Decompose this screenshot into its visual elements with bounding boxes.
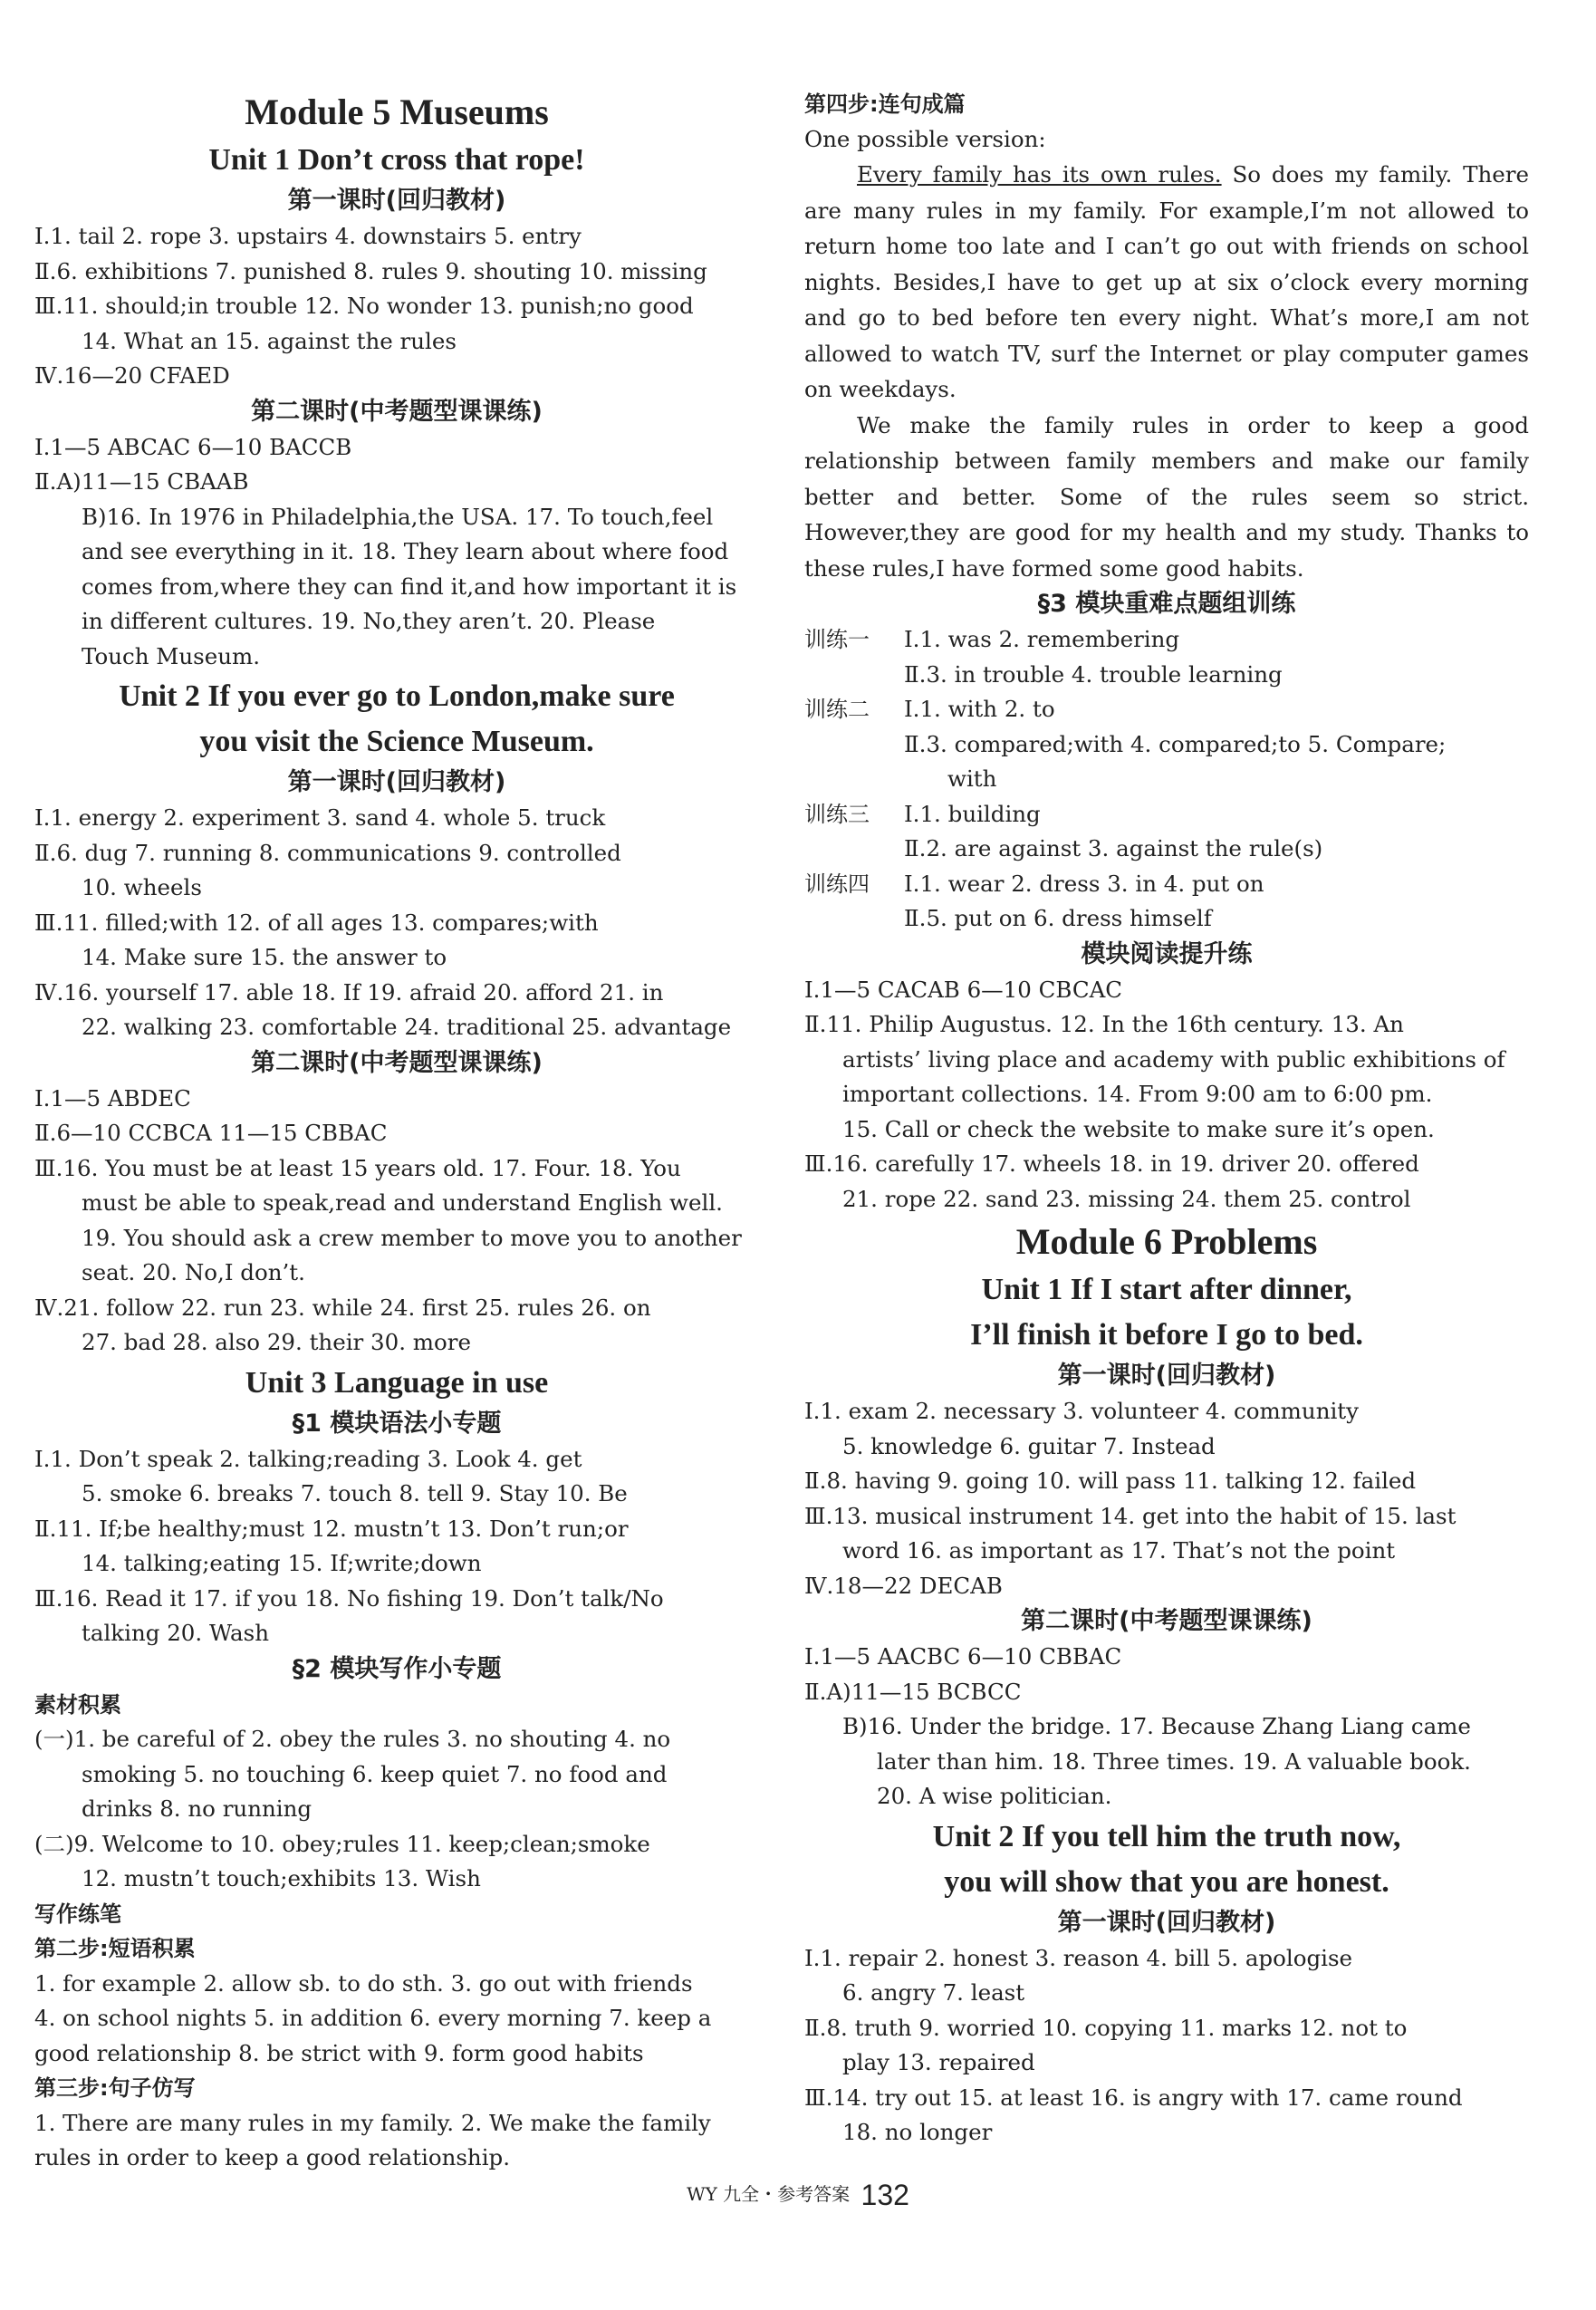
answer-line: Ⅲ.11. filled;with 12. of all ages 13. compares;with — [34, 909, 599, 936]
version-label: One possible version: — [804, 125, 1046, 152]
answer-line: 20. A wise politician. — [877, 1783, 1112, 1809]
answer-line: artists’ living place and academy with public exhibitions of — [842, 1045, 1505, 1073]
m5u2-lesson1-answers — [34, 801, 759, 1045]
m6-unit1-title-line1: Unit 1 If I start after dinner, — [981, 1273, 1352, 1306]
section3-title: §3 模块重难点题组训练 — [1037, 590, 1296, 618]
m6u1-lesson2-answers — [804, 1640, 1529, 1814]
answer-line: Ⅲ.14. try out 15. at least 16. is angry with 17. came round — [804, 2084, 1463, 2111]
training-groups — [804, 622, 1529, 937]
answer-line: 1. for example 2. allow sb. to do sth. 3. go out with friends — [34, 1969, 693, 1997]
answer-line: Ⅲ.11. should;in trouble 12. No wonder 13. punish;no good — [34, 293, 694, 319]
answer-line: Ⅱ.5. put on 6. dress himself — [904, 905, 1212, 931]
answer-line: Ⅱ.8. truth 9. worried 10. copying 11. marks 12. not to — [804, 2014, 1408, 2041]
answer-line: good relationship 8. be strict with 9. form good habits — [34, 2039, 644, 2066]
answer-line: 12. mustn’t touch;exhibits 13. Wish — [82, 1865, 481, 1891]
m5-unit2-title-line1: Unit 2 If you ever go to London,make sure — [119, 679, 675, 713]
answer-line: Ⅲ.16. Read it 17. if you 18. No fishing 19. Don’t talk/No — [34, 1584, 664, 1612]
answer-line: Ⅰ.1. wear 2. dress 3. in 4. put on — [904, 870, 1264, 897]
material-answers — [34, 1722, 759, 1897]
answer-line: 19. You should ask a crew member to move you to another — [82, 1224, 742, 1251]
m5u1-lesson2-answers — [34, 430, 759, 675]
answer-line: Ⅰ.1. energy 2. experiment 3. sand 4. whole 5. truck — [34, 804, 606, 831]
answer-line: Ⅰ.1. tail 2. rope 3. upstairs 4. downstairs 5. entry — [34, 223, 582, 249]
answer-line: Ⅱ.6—10 CCBCA 11—15 CBBAC — [34, 1120, 388, 1146]
answer-line: 5. smoke 6. breaks 7. touch 8. tell 9. Stay 10. Be — [82, 1480, 628, 1506]
module-6-title: Module 6 Problems — [1015, 1221, 1318, 1262]
step4-label: 第四步:连句成篇 — [804, 91, 966, 117]
answer-line: word 16. as important as 17. That’s not the point — [842, 1537, 1396, 1564]
answer-line: Ⅱ.A)11—15 BCBCC — [804, 1678, 1022, 1705]
answer-line: Ⅱ.11. Philip Augustus. 12. In the 16th century. 13. An — [804, 1011, 1404, 1037]
answer-line: Ⅰ.1. exam 2. necessary 3. volunteer 4. community — [804, 1398, 1359, 1424]
answer-line: Ⅳ.16—20 CFAED — [34, 362, 230, 389]
answer-line: Touch Museum. — [82, 642, 260, 669]
answer-line: Ⅰ.1. Don’t speak 2. talking;reading 3. Look 4. get — [34, 1445, 582, 1472]
answer-line: must be able to speak,read and understand English well. — [82, 1189, 723, 1216]
m5-unit3-title: Unit 3 Language in use — [245, 1365, 549, 1400]
training-label: 训练二 — [804, 697, 870, 722]
reading-title: 模块阅读提升练 — [1081, 939, 1253, 968]
reading-answers — [804, 973, 1529, 1218]
answer-line: 22. walking 23. comfortable 24. traditional 25. advantage — [82, 1014, 732, 1040]
answer-line: 5. knowledge 6. guitar 7. Instead — [842, 1432, 1216, 1459]
section2-title: §2 模块写作小专题 — [292, 1654, 502, 1683]
answer-line: Ⅰ.1—5 CACAB 6—10 CBCAC — [804, 976, 1123, 1003]
section1-title: §1 模块语法小专题 — [292, 1409, 502, 1438]
answer-line: and see everything in it. 18. They learn about where food — [82, 538, 729, 564]
essay-paragraph-1 — [804, 157, 1529, 408]
page-number: 132 — [860, 2179, 909, 2211]
answer-line: Ⅰ.1. with 2. to — [904, 696, 1055, 722]
m6u1-lesson1-title: 第一课时(回归教材) — [1057, 1362, 1276, 1390]
page-footer — [0, 2179, 1596, 2212]
answer-line: play 13. repaired — [842, 2049, 1035, 2075]
m6u2-lesson1-answers — [804, 1941, 1529, 2151]
answer-line: (一)1. be careful of 2. obey the rules 3. no shouting 4. no — [34, 1726, 671, 1752]
answer-line: 10. wheels — [82, 874, 202, 900]
answer-line: Ⅱ.3. compared;with 4. compared;to 5. Compare; — [904, 730, 1447, 757]
step3-answers — [34, 2106, 759, 2176]
answer-line: Ⅲ.13. musical instrument 14. get into the habit of 15. last — [804, 1502, 1457, 1529]
answer-line: 14. talking;eating 15. If;write;down — [82, 1550, 482, 1576]
step2-label: 第二步:短语积累 — [34, 1936, 196, 1961]
training-group — [804, 692, 1529, 797]
m6-unit2-title-line1: Unit 2 If you tell him the truth now, — [932, 1819, 1401, 1853]
answer-line: Ⅱ.11. If;be healthy;must 12. mustn’t 13. Don’t run;or — [34, 1515, 629, 1542]
answer-line: comes from,where they can find it,and how important it is — [82, 573, 737, 600]
answer-line: Ⅳ.21. follow 22. run 23. while 24. first 25. rules 26. on — [34, 1294, 651, 1321]
m5-unit2-title-line2: you visit the Science Museum. — [199, 725, 594, 758]
answer-line: B)16. Under the bridge. 17. Because Zhang Liang came — [842, 1713, 1471, 1739]
training-group — [804, 867, 1529, 937]
footer-label: WY 九全・参考答案 — [687, 2183, 851, 2205]
answer-line: Ⅱ.2. are against 3. against the rule(s) — [904, 835, 1323, 861]
m5-unit1-title: Unit 1 Don’t cross that rope! — [208, 143, 585, 177]
answer-line: 14. Make sure 15. the answer to — [82, 944, 447, 970]
m6-unit2-title-line2: you will show that you are honest. — [944, 1864, 1389, 1899]
answer-line: drinks 8. no running — [82, 1795, 312, 1822]
m5u1-lesson1-title: 第一课时(回归教材) — [287, 187, 506, 215]
answer-line: 14. What an 15. against the rules — [82, 327, 457, 354]
answer-line: Ⅰ.1. building — [904, 800, 1041, 827]
answer-line: rules in order to keep a good relationship. — [34, 2144, 511, 2170]
m5u1-lesson2-title: 第二课时(中考题型课课练) — [251, 397, 543, 426]
m6u1-lesson2-title: 第二课时(中考题型课课练) — [1021, 1607, 1312, 1635]
answer-line: 18. no longer — [842, 2119, 993, 2145]
m6u2-lesson1-title: 第一课时(回归教材) — [1057, 1908, 1276, 1937]
training-label: 训练一 — [804, 627, 870, 652]
module-5-title: Module 5 Museums — [245, 91, 549, 132]
answer-line: Ⅰ.1. was 2. remembering — [904, 626, 1180, 652]
essay-p1-rest: So does my family. There are many rules in my family. For example,I’m not allowed to return home too late and I can’t go out with friends on school nights. Besides,I have to get up at six o’clock every morning and go to bed before ten every night. What’s more,I am not allowed to watch TV, surf the Internet or play computer games on weekdays. — [804, 161, 1529, 402]
answer-line: Ⅰ.1—5 ABDEC — [34, 1084, 191, 1112]
m5u2-lesson1-title: 第一课时(回归教材) — [287, 768, 506, 796]
answer-line: Ⅳ.16. yourself 17. able 18. If 19. afraid 20. afford 21. in — [34, 978, 664, 1006]
answer-line: Ⅰ.1—5 ABCAC 6—10 BACCB — [34, 433, 352, 460]
writing-label: 写作练笔 — [34, 1901, 121, 1927]
answer-line: in different cultures. 19. No,they aren’t. 20. Please — [82, 608, 656, 634]
m5u2-lesson2-title: 第二课时(中考题型课课练) — [251, 1048, 543, 1077]
answer-line: Ⅱ.6. dug 7. running 8. communications 9. controlled — [34, 839, 621, 866]
training-group — [804, 622, 1529, 692]
training-label: 训练三 — [804, 801, 870, 827]
training-label: 训练四 — [804, 871, 870, 897]
essay-underlined-sentence: Every family has its own rules. — [857, 161, 1222, 188]
section1-answers — [34, 1442, 759, 1651]
answer-line: smoking 5. no touching 6. keep quiet 7. no food and — [82, 1760, 668, 1787]
answer-line: Ⅰ.1—5 AACBC 6—10 CBBAC — [804, 1643, 1122, 1670]
answer-line: Ⅱ.A)11—15 CBAAB — [34, 468, 249, 495]
left-column — [34, 87, 759, 2176]
answer-line: with — [947, 765, 997, 792]
answer-line: important collections. 14. From 9:00 am to 6:00 pm. — [842, 1081, 1433, 1107]
answer-line: Ⅰ.1. repair 2. honest 3. reason 4. bill 5. apologise — [804, 1944, 1353, 1971]
m6-unit1-title-line2: I’ll finish it before I go to bed. — [970, 1318, 1363, 1352]
training-group — [804, 797, 1529, 867]
answer-line: Ⅲ.16. You must be at least 15 years old. 17. Four. 18. You — [34, 1154, 681, 1181]
answer-line: 15. Call or check the website to make sure it’s open. — [842, 1115, 1435, 1142]
step3-label: 第三步:句子仿写 — [34, 2075, 196, 2101]
material-label: 素材积累 — [34, 1691, 121, 1718]
step2-answers — [34, 1967, 759, 2072]
answer-line: (二)9. Welcome to 10. obey;rules 11. keep;clean;smoke — [34, 1830, 650, 1857]
answer-line: Ⅱ.3. in trouble 4. trouble learning — [904, 660, 1283, 688]
answer-line: 21. rope 22. sand 23. missing 24. them 25. control — [842, 1185, 1411, 1212]
essay-paragraph-2: We make the family rules in order to keep a good relationship between family members and make our family better and better. Some of the rules seem so strict. However,they are good for my health and my study. Thanks to these rules,I have formed some good habits. — [804, 411, 1529, 582]
answer-line: talking 20. Wash — [82, 1620, 269, 1646]
m5u2-lesson2-answers — [34, 1082, 759, 1361]
answer-line: 6. angry 7. least — [842, 1979, 1025, 2006]
answer-line: Ⅱ.8. having 9. going 10. will pass 11. talking 12. failed — [804, 1468, 1417, 1494]
answer-line: 27. bad 28. also 29. their 30. more — [82, 1329, 471, 1355]
m5u1-lesson1-answers — [34, 219, 759, 394]
m6u1-lesson1-answers — [804, 1394, 1529, 1603]
right-column — [804, 87, 1529, 2151]
answer-line: 4. on school nights 5. in addition 6. every morning 7. keep a — [34, 2005, 712, 2031]
answer-line: later than him. 18. Three times. 19. A valuable book. — [877, 1747, 1471, 1775]
answer-line: Ⅲ.16. carefully 17. wheels 18. in 19. driver 20. offered — [804, 1150, 1419, 1177]
answer-line: Ⅱ.6. exhibitions 7. punished 8. rules 9. shouting 10. missing — [34, 257, 707, 284]
answer-line: Ⅳ.18—22 DECAB — [804, 1572, 1003, 1599]
answer-line: 1. There are many rules in my family. 2. We make the family — [34, 2109, 711, 2136]
answer-line: B)16. In 1976 in Philadelphia,the USA. 17. To touch,feel — [82, 503, 714, 530]
answer-line: seat. 20. No,I don’t. — [82, 1259, 305, 1285]
